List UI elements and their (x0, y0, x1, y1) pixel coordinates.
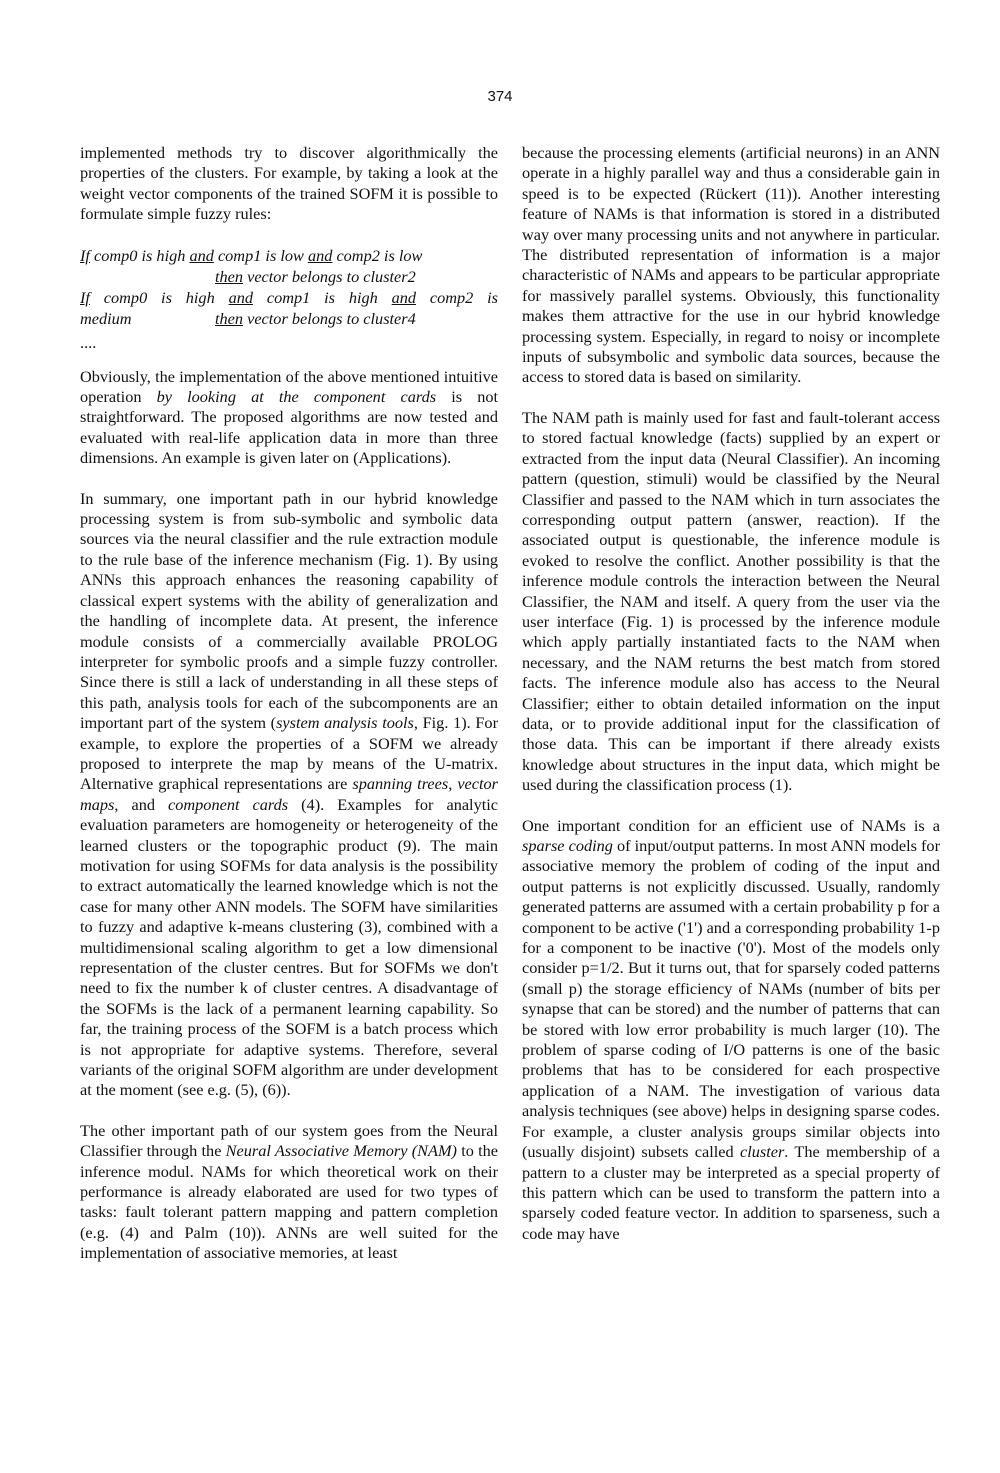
rule-1-conclusion: vector belongs to cluster2 (243, 266, 416, 286)
paragraph-parallel-processing: because the processing elements (artificial neurons) in an ANN operate in a highly parallel way and thus a considerable gain in speed is to be expected (Rückert (11)). Another interesting feature of NAMs is that information is stored in a distributed way over many processing units and not anywhere in particular. The distributed representation of information is a major characteristic of NAMs and appears to be particular appropriate for massively parallel systems. Obviously, this functionality makes them attractive for the use in our hybrid knowledge processing system. Especially, in regard to noisy or incomplete inputs of subsymbolic and symbolic data sources, because the access to stored data is based on similarity. (522, 143, 940, 387)
p4-emphasis: Neural Associative Memory (NAM) (225, 1141, 457, 1161)
rule-1-and-1: and (189, 245, 214, 265)
right-column (522, 143, 940, 1264)
rule-2-conclusion: vector belongs to cluster4 (243, 308, 416, 328)
rule-2-line-1 (80, 287, 498, 308)
p4-text-b: to the inference modul. NAMs for which theoretical work on their performance is already elaborated are used for two types of tasks: fault tolerant pattern mapping and pattern completion (e.g. (4) and Palm (10)). ANNs are well suited for the implementation of associative memories, at least (80, 1141, 498, 1263)
rule-1-cond-a: comp0 is high (89, 245, 190, 265)
r3-text-c: . The membership of a pattern to a cluster may be interpreted as a special property of this pattern which can be used to transform the pattern into a sparsely coded feature vector. In addition to sparseness, such a code may have (522, 1142, 940, 1243)
rule-1-and-2: and (307, 245, 333, 265)
p3-emphasis-2: spanning trees, vector maps (80, 774, 499, 814)
rule-2-then: then (215, 308, 244, 328)
rule-2-cond-a: comp0 is high (89, 287, 229, 307)
rule-2-line-2 (80, 308, 498, 329)
rule-2-cond-c-value: medium (80, 308, 132, 328)
p3-text-b: , Fig. 1). For example, to explore the properties of a SOFM we already proposed to interprete the map by means of the U-matrix. Alternative graphical representations are (80, 713, 498, 794)
paragraph-nam-usage: The NAM path is mainly used for fast and fault-tolerant access to stored factual knowledge (facts) supplied by an expert or extracted from the input data (Neural Classifier). An incoming pattern (question, stimuli) would be classified by the Neural Classifier and passed to the NAM which in turn associates the corresponding output pattern (answer, reaction). If the associated output is questionable, the inference module is evoked to resolve the conflict. Another possibility is that the inference module controls the interaction between the Neural Classifier, the NAM and itself. A query from the user via the user interface (Fig. 1) is processed by the inference module which apply partially instantiated facts to the NAM when necessary, and the NAM returns the best match from stored facts. The inference module also has access to the Neural Classifier; either to obtain detailed information on the input data, or to provide additional input for the classification of those data. This can be important if there already exists knowledge about structures in the input data, which might be used during the classification process (1). (522, 407, 940, 795)
rule-ellipsis: .... (80, 332, 97, 352)
rule-1-if: If (80, 245, 90, 265)
p3-text-d: (4). Examples for analytic evaluation parameters are homogeneity or heterogeneity of the learned clusters or the topographic product (9). The main motivation for using SOFMs for data analysis is the possibility to extract automatically the learned knowledge which is not the case for many other ANN models. The SOFM have similarities to fuzzy and adaptive k-means clustering (3), combined with a multidimensional scaling algorithm to get a low dimensional representation of the cluster centres. But for SOFMs we don't need to fix the number k of cluster centres. A disadvantage of the SOFMs is the lack of a permanent learning capability. So far, the training process of the SOFM is a batch process which is not appropriate for adaptive systems. Therefore, several variants of the original SOFM algorithm are under development at the moment (see e.g. (5), (6)). (80, 794, 498, 1100)
r3-text-b: of input/output patterns. In most ANN models for associative memory the problem of coding of the input and output patterns is not explicitly discussed. Usually, randomly generated patterns are assumed with a certain probability p for a component to be active ('1') and a corresponding probability 1-p for a component to be inactive ('0'). Most of the models only consider p=1/2. But it turns out, that for sparsely coded patterns (small p) the storage efficiency of NAMs (number of bits per synapse that can be stored) and the number of patterns that can be stored with low error probability is much larger (10). The problem of sparse coding of I/O patterns is one of the basic problems that has to be considered for each prospective application of a NAM. The investigation of various data analysis techniques (see above) helps in designing sparse codes. For example, a cluster analysis groups similar objects into (usually disjoint) subsets called (522, 836, 940, 1162)
p3-emphasis-3: component cards (168, 794, 289, 814)
r3-text-a: One important condition for an efficient use of NAMs is a (522, 815, 940, 835)
paragraph-component-cards (80, 367, 498, 469)
r3-emphasis-2: cluster (739, 1142, 785, 1162)
rule-1-cond-c: comp2 is low (332, 245, 423, 265)
rule-2-if: If (80, 287, 90, 307)
rule-1-then: then (215, 266, 244, 286)
left-column (80, 143, 498, 1284)
rule-2-and-1: and (228, 287, 253, 307)
rule-2-cond-b: comp1 is high (253, 287, 392, 307)
paragraph-intro-fuzzy-rules: implemented methods try to discover algorithmically the properties of the clusters. For example, by taking a look at the weight vector components of the trained SOFM it is possible to formulate simple fuzzy rules: (80, 143, 498, 224)
p2-emphasis: by looking at the component cards (156, 387, 437, 407)
rule-2-and-2: and (391, 287, 417, 307)
rule-1-line-2 (80, 266, 498, 287)
p2-text-b: is not straightforward. The proposed algorithms are now tested and evaluated with real-life application data in more than three dimensions. An example is given later on (Applications). (80, 387, 498, 468)
p3-emphasis-1: system analysis tools (276, 713, 414, 733)
rule-1-line-1 (80, 245, 498, 266)
paragraph-nam-path (80, 1121, 498, 1264)
p3-text-a: In summary, one important path in our hybrid knowledge processing system is from sub-symbolic and symbolic data sources via the neural classifier and the rule extraction module to the rule base of the inference mechanism (Fig. 1). By using ANNs this approach enhances the reasoning capability of classical expert systems with the ability of generalization and the handling of incomplete data. At present, the inference module consists of a commercially available PROLOG interpreter for symbolic proofs and a simple fuzzy controller. Since there is still a lack of understanding in all these steps of this path, analysis tools for each of the subcomponents are an important part of the system ( (80, 488, 498, 733)
r3-emphasis-1: sparse coding (522, 836, 613, 855)
p3-text-c: , and (114, 794, 169, 814)
paragraph-summary (80, 489, 498, 1101)
p2-text-a: Obviously, the implementation of the above mentioned intuitive operation (80, 366, 498, 407)
p4-text-a: The other important path of our system goes from the Neural Classifier through the (80, 1120, 498, 1161)
fuzzy-rule-block (80, 245, 498, 329)
paragraph-sparse-coding (522, 816, 940, 1245)
rule-1-cond-b: comp1 is low (213, 245, 308, 265)
page-number: 374 (487, 88, 513, 105)
rule-2-cond-c: comp2 is (416, 287, 499, 307)
